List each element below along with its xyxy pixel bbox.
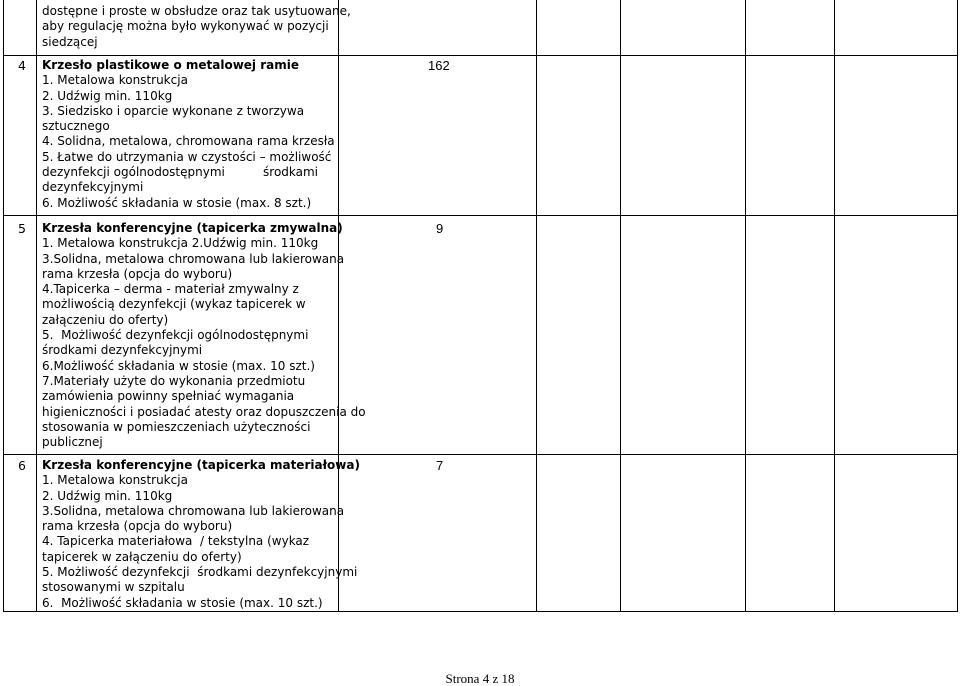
row-separator-1: [3, 55, 958, 56]
description-line: 6.Możliwość składania w stosie (max. 10 szt.): [42, 358, 315, 373]
table-border-right: [957, 0, 958, 612]
page-footer: Strona 4 z 18: [445, 671, 515, 686]
description-line: środkami dezynfekcyjnymi: [42, 343, 203, 358]
description-line: załączeniu do oferty): [42, 312, 169, 327]
row-title: Krzesła konferencyjne (tapicerka materiałowa): [42, 458, 360, 472]
column-divider-right-2: [745, 0, 746, 612]
description-line: rama krzesła (opcja do wyboru): [42, 266, 233, 281]
description-line: 5. Możliwość dezynfekcji ogólnodostępnymi: [42, 328, 309, 343]
description-line: 5. Możliwość dezynfekcji środkami dezynfekcyjnymi: [42, 565, 358, 580]
description-line: 2. Udźwig min. 110kg: [42, 488, 173, 503]
description-line: 3.Solidna, metalowa chromowana lub lakierowana: [42, 503, 345, 518]
table-border-bottom: [3, 611, 958, 612]
row-separator-2: [3, 215, 958, 216]
description-line: 2. Udźwig min. 110kg: [42, 88, 173, 103]
description-line: zamówienia powinny spełniać wymagania: [42, 389, 295, 404]
description-line: 4. Tapicerka materiałowa / tekstylna (wykaz: [42, 534, 310, 549]
description-line: dezynfekcji ogólnodostępnymi środkami: [42, 165, 319, 180]
column-divider-quantity: [536, 0, 537, 612]
description-line: aby regulację można było wykonywać w pozycji: [42, 19, 329, 34]
description-line: 1. Metalowa konstrukcja: [42, 473, 188, 488]
description-line: 4.Tapicerka – derma - materiał zmywalny z: [42, 282, 299, 297]
row-description: [42, 58, 334, 211]
description-line: sztucznego: [42, 119, 110, 134]
description-line: siedzącej: [42, 34, 98, 49]
description-line: 3.Solidna, metalowa chromowana lub lakierowana: [42, 251, 345, 266]
row-description: [42, 221, 366, 450]
row-quantity: 9: [436, 221, 444, 236]
row-number: 6: [18, 458, 26, 473]
description-line: możliwością dezynfekcji (wykaz tapicerek w: [42, 297, 306, 312]
description-line: publicznej: [42, 435, 103, 450]
row-description: [42, 458, 360, 611]
column-divider-description: [338, 0, 339, 612]
description-line: 4. Solidna, metalowa, chromowana rama krzesła: [42, 134, 335, 149]
description-line: higieniczności i posiadać atesty oraz dopuszczenia do: [42, 404, 366, 419]
row-title: Krzesła konferencyjne (tapicerka zmywalna): [42, 221, 343, 235]
table-border-left: [3, 0, 4, 612]
description-line: dostępne i proste w obsłudze oraz tak usytuowane,: [42, 4, 351, 18]
description-line: 6. Możliwość składania w stosie (max. 10 szt.): [42, 595, 323, 610]
row-number: 4: [18, 58, 26, 73]
description-line: dezynfekcyjnymi: [42, 180, 144, 195]
description-line: 7.Materiały użyte do wykonania przedmiotu: [42, 373, 306, 388]
column-divider-right-3: [834, 0, 835, 612]
row-title: Krzesło plastikowe o metalowej ramie: [42, 58, 299, 72]
description-line: stosowania w pomieszczeniach użyteczności: [42, 419, 311, 434]
column-divider-right: [620, 0, 621, 612]
row-quantity: 7: [436, 458, 444, 473]
description-line: stosowanymi w szpitalu: [42, 580, 185, 595]
row-quantity: 162: [428, 58, 450, 73]
description-line: 1. Metalowa konstrukcja 2.Udźwig min. 110kg: [42, 236, 319, 251]
description-line: 3. Siedzisko i oparcie wykonane z tworzywa: [42, 103, 305, 118]
row-number: 5: [18, 221, 26, 236]
description-line: 6. Możliwość składania w stosie (max. 8 szt.): [42, 195, 312, 210]
description-line: rama krzesła (opcja do wyboru): [42, 519, 233, 534]
column-divider-number: [36, 0, 37, 612]
row-continuation-description: [42, 4, 351, 50]
description-line: 5. Łatwe do utrzymania w czystości – możliwość: [42, 149, 332, 164]
row-separator-3: [3, 454, 958, 455]
description-line: 1. Metalowa konstrukcja: [42, 73, 188, 88]
description-line: tapicerek w załączeniu do oferty): [42, 549, 242, 564]
